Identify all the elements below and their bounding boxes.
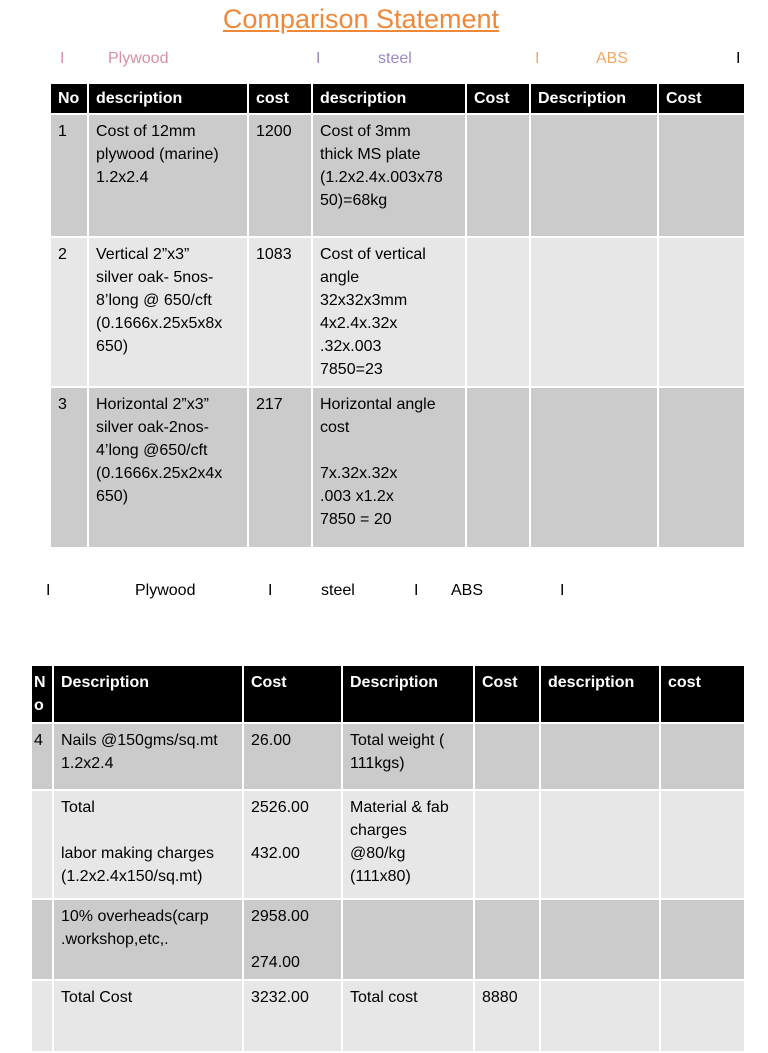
col-header-no: No [50,83,88,114]
separator-bar: I [316,50,321,67]
cell-abs-description [540,980,660,1052]
cell-plywood-description: 10% overheads(carp .workshop,etc,. [53,899,243,980]
cell-abs-description [530,114,658,237]
col-header-steel-description: description [312,83,466,114]
comparison-table-1 [49,82,746,549]
col-header-abs-cost: Cost [658,83,745,114]
cell-no: 3 [50,387,88,548]
cell-plywood-cost: 2958.00 274.00 [243,899,342,980]
cell-plywood-description: Nails @150gms/sq.mt 1.2x2.4 [53,723,243,790]
cell-plywood-description: Cost of 12mm plywood (marine) 1.2x2.4 [88,114,248,237]
cell-steel-cost [466,237,530,387]
cell-plywood-description: Vertical 2”x3” silver oak- 5nos- 8’long @ 650/cft (0.1666x.25x5x8x 650) [88,237,248,387]
table-row [31,899,745,980]
cell-steel-cost [466,114,530,237]
table-row [50,114,745,237]
cell-steel-description: Total weight ( 111kgs) [342,723,474,790]
separator-bar: I [60,50,65,67]
col-header-plywood-description: Description [53,665,243,723]
cell-abs-cost [660,723,745,790]
cell-steel-cost [474,790,540,899]
cell-no: 2 [50,237,88,387]
cell-steel-cost [474,723,540,790]
col-header-steel-description: Description [342,665,474,723]
table-header-row [50,83,745,114]
table-row [31,723,745,790]
cell-steel-description: Cost of 3mm thick MS plate (1.2x2.4x.003x78 50)=68kg [312,114,466,237]
separator-bar: I [560,582,565,599]
cell-abs-description [540,723,660,790]
cell-plywood-cost: 1083 [248,237,312,387]
cell-no [31,980,53,1052]
table-row [31,790,745,899]
cell-no: 4 [31,723,53,790]
material-header-line-top [0,50,768,70]
cell-abs-description [530,387,658,548]
separator-bar: I [414,582,419,599]
header-abs: ABS [451,582,484,599]
material-header-line-bottom [0,582,768,602]
cell-plywood-cost: 26.00 [243,723,342,790]
table-row [31,980,745,1052]
col-header-abs-cost: cost [660,665,745,723]
table-row [50,387,745,548]
cell-steel-description: Material & fab charges @80/kg (111x80) [342,790,474,899]
col-header-abs-description: Description [530,83,658,114]
separator-bar: I [268,582,273,599]
col-header-plywood-cost: cost [248,83,312,114]
cell-abs-cost [660,899,745,980]
cell-abs-cost [658,387,745,548]
cell-abs-cost [658,237,745,387]
cell-plywood-cost: 3232.00 [243,980,342,1052]
cell-steel-description: Total cost [342,980,474,1052]
cell-plywood-description: Total labor making charges (1.2x2.4x150/sq.mt) [53,790,243,899]
header-steel: steel [321,582,355,599]
cell-abs-description [540,899,660,980]
cell-no: 1 [50,114,88,237]
cell-steel-cost [466,387,530,548]
header-abs: ABS [596,50,629,67]
cell-abs-cost [660,980,745,1052]
table-header-row [31,665,745,723]
header-steel: steel [378,50,412,67]
col-header-plywood-description: description [88,83,248,114]
col-header-steel-cost: Cost [474,665,540,723]
cell-plywood-cost: 1200 [248,114,312,237]
cell-no [31,899,53,980]
separator-bar: I [535,50,540,67]
separator-bar: I [736,50,741,67]
table-row [50,237,745,387]
col-header-steel-cost: Cost [466,83,530,114]
cell-abs-cost [660,790,745,899]
cell-steel-description: Horizontal angle cost 7x.32x.32x .003 x1.2x 7850 = 20 [312,387,466,548]
cell-abs-cost [658,114,745,237]
header-plywood: Plywood [108,50,169,67]
cell-steel-description: Cost of vertical angle 32x32x3mm 4x2.4x.32x .32x.003 7850=23 [312,237,466,387]
cell-plywood-description: Total Cost [53,980,243,1052]
header-plywood: Plywood [135,582,196,599]
separator-bar: I [46,582,51,599]
col-header-plywood-cost: Cost [243,665,342,723]
cell-plywood-description: Horizontal 2”x3” silver oak-2nos- 4’long @650/cft (0.1666x.25x2x4x 650) [88,387,248,548]
col-header-no: N o [31,665,53,723]
cell-steel-description [342,899,474,980]
cell-plywood-cost: 217 [248,387,312,548]
cell-steel-cost [474,899,540,980]
comparison-table-2 [30,664,746,1053]
cell-no [31,790,53,899]
cell-abs-description [540,790,660,899]
page-title: Comparison Statement [222,4,500,34]
col-header-abs-description: description [540,665,660,723]
cell-plywood-cost: 2526.00 432.00 [243,790,342,899]
cell-abs-description [530,237,658,387]
cell-steel-cost: 8880 [474,980,540,1052]
